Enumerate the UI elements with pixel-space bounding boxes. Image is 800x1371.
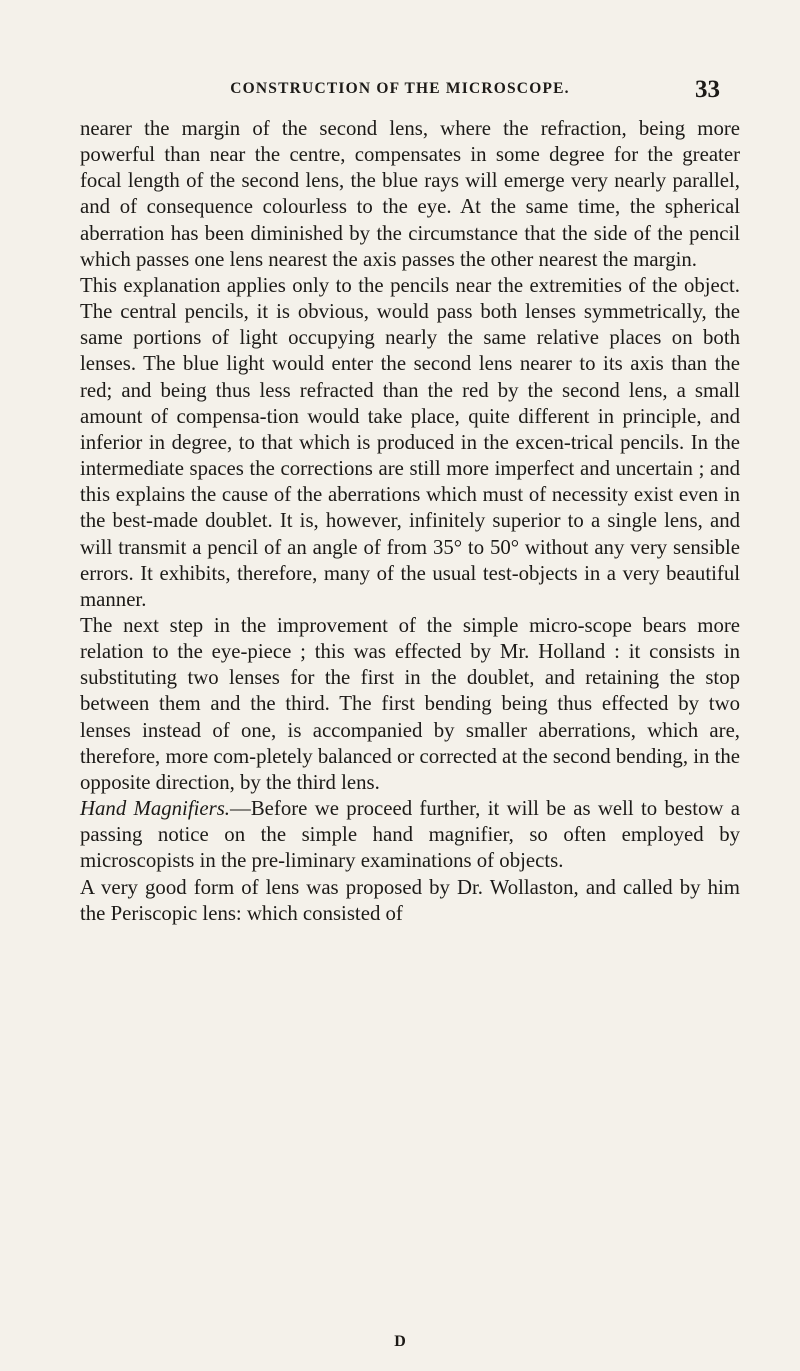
page-number: 33	[695, 76, 720, 103]
paragraph-2: This explanation applies only to the pencils near the extremities of the object. The central pencils, it is obvious, would pass both lenses symmetrically, the same portions of light occupying nearly the same relative places on both lenses. The blue light would enter the second lens nearer to its axis than the red; and being thus less refracted than the red by the second lens, a small amount of compensa-tion would take place, quite different in principle, and inferior in degree, to that which is produced in the excen-trical pencils. In the intermediate spaces the corrections are still more imperfect and uncertain ; and this explains the cause of the aberrations which must of necessity exist even in the best-made doublet. It is, however, infinitely superior to a single lens, and will transmit a pencil of an angle of from 35° to 50° without any very sensible errors. It exhibits, therefore, many of the usual test-objects in a very beautiful manner.	[80, 273, 740, 611]
paragraph-5: A very good form of lens was proposed by Dr. Wollaston, and called by him the Periscopic lens: which consisted of	[80, 875, 740, 925]
running-head	[60, 78, 740, 106]
section-heading-hand-magnifiers: Hand Magnifiers.	[80, 797, 231, 821]
running-title: CONSTRUCTION OF THE MICROSCOPE.	[230, 80, 570, 97]
paragraph-3: The next step in the improvement of the simple micro-scope bears more relation to the eye-piece ; this was effected by Mr. Holland : it consists in substituting two lenses for the first in the doublet, and retaining the stop between them and the third. The first bending being thus effected by two lenses instead of one, is accompanied by smaller aberrations, which are, therefore, more com-pletely balanced or corrected at the second bending, in the opposite direction, by the third lens.	[80, 613, 741, 794]
paragraph-4	[80, 796, 740, 874]
paragraph-1: nearer the margin of the second lens, where the refraction, being more powerful than near the centre, compensates in some degree for the greater focal length of the second lens, the blue rays will emerge very nearly parallel, and of consequence colourless to the eye. At the same time, the spherical aberration has been diminished by the circumstance that the side of the pencil which passes one lens nearest the axis passes the other nearest the margin.	[80, 117, 740, 271]
body-text	[80, 116, 740, 927]
paragraph-4-text: —Before we proceed further, it will be as well to bestow a passing notice on the simple hand magnifier, so often employed by microscopists in the pre-liminary examinations of objects.	[80, 797, 740, 873]
signature-mark: D	[394, 1333, 406, 1350]
